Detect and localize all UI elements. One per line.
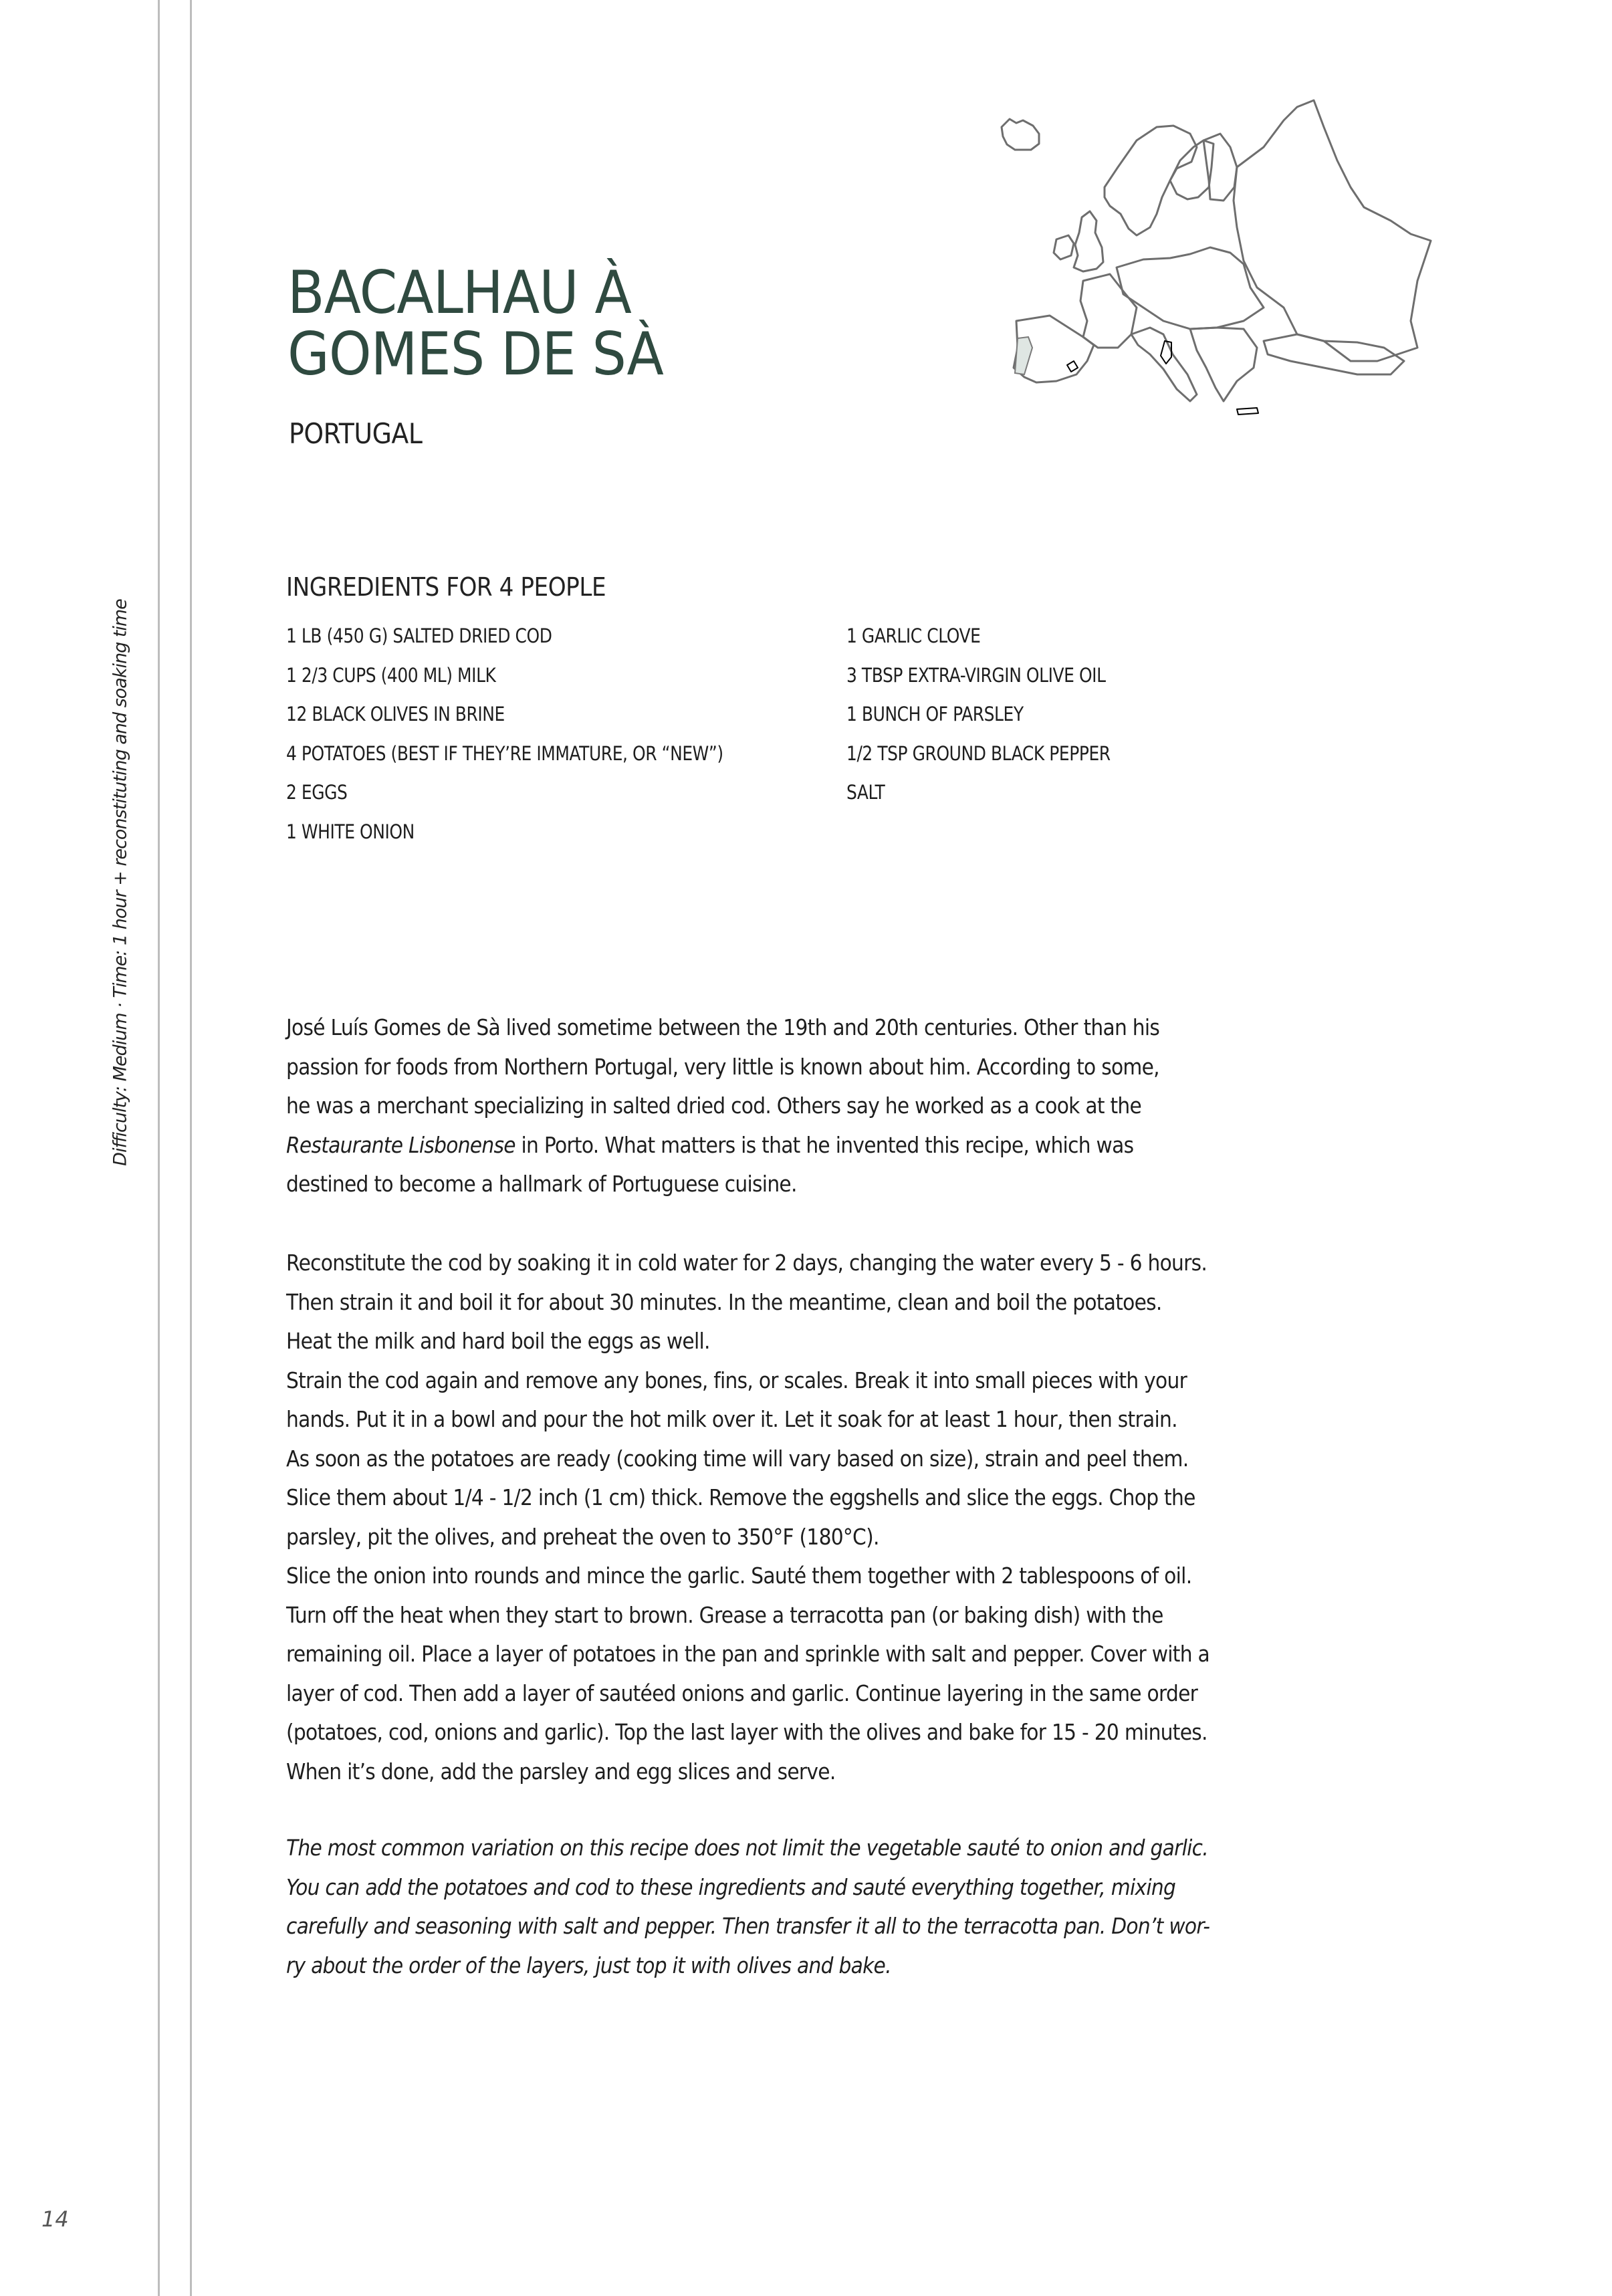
ingredient-item: SALT [846,781,885,804]
ingredient-item: 3 TBSP EXTRA-VIRGIN OLIVE OIL [846,663,1106,687]
variation-line: carefully and seasoning with salt and pepper. Then transfer it all to the terracotta pan. Don’t wor- [286,1913,1210,1939]
method-paragraph [286,1244,1409,1791]
variation-line: The most common variation on this recipe does not limit the vegetable sauté to onion and garlic. [286,1835,1209,1861]
method-line: Slice the onion into rounds and mince the garlic. Sauté them together with 2 tablespoons of oil. [286,1563,1192,1589]
restaurant-name: Restaurante Lisbonense [286,1131,515,1158]
ingredient-item: 1 LB (450 G) SALTED DRIED COD [286,624,552,647]
ingredient-item: 12 BLACK OLIVES IN BRINE [286,703,505,725]
method-line: hands. Put it in a bowl and pour the hot milk over it. Let it soak for at least 1 hour, then strain. [286,1406,1177,1432]
variation-line: You can add the potatoes and cod to these ingredients and sauté everything together, mixing [286,1873,1176,1900]
ingredient-item: 1 WHITE ONION [286,820,415,843]
recipe-title-line-1: BACALHAU À [287,258,631,327]
recipe-country: PORTUGAL [289,417,423,450]
ingredient-item: 1/2 TSP GROUND BLACK PEPPER [846,741,1111,765]
intro-line: he was a merchant specializing in salted dried cod. Others say he worked as a cook at the [286,1093,1142,1119]
method-line: When it’s done, add the parsley and egg slices and serve. [286,1758,836,1785]
ingredient-item: 2 EGGS [286,781,348,804]
method-line: As soon as the potatoes are ready (cooking time will vary based on size), strain and peel them. [286,1445,1189,1472]
variation-line: ry about the order of the layers, just top it with olives and bake. [286,1952,891,1978]
method-line: Heat the milk and hard boil the eggs as well. [286,1328,710,1354]
intro-line-rest: in Porto. What matters is that he invented this recipe, which was [521,1131,1134,1158]
intro-line: passion for foods from Northern Portugal, very little is known about him. According to some, [286,1053,1159,1080]
method-line: (potatoes, cod, onions and garlic). Top the last layer with the olives and bake for 15 - 20 minutes. [286,1719,1207,1745]
ingredients-list-right [846,616,1153,812]
gutter-line-right [190,0,192,2296]
method-line: Slice them about 1/4 - 1/2 inch (1 cm) thick. Remove the eggshells and slice the eggs. Chop the [286,1484,1195,1510]
europe-map-icon [949,80,1551,588]
intro-paragraph [286,1008,1409,1204]
ingredient-item: 1 2/3 CUPS (400 ML) MILK [286,663,496,687]
method-line: remaining oil. Place a layer of potatoes in the pan and sprinkle with salt and pepper. Cover with a [286,1641,1210,1667]
method-line: Strain the cod again and remove any bones, fins, or scales. Break it into small pieces with your [286,1367,1187,1393]
ingredients-list-left [286,616,794,851]
method-line: parsley, pit the olives, and preheat the oven to 350°F (180°C). [286,1523,879,1550]
recipe-title [287,258,663,388]
method-line: Then strain it and boil it for about 30 minutes. In the meantime, clean and boil the potatoes. [286,1288,1162,1315]
intro-line: José Luís Gomes de Sà lived sometime between the 19th and 20th centuries. Other than his [286,1014,1160,1040]
variation-paragraph [286,1829,1409,1985]
ingredients-header: INGREDIENTS FOR 4 PEOPLE [286,572,606,602]
ingredient-item: 1 BUNCH OF PARSLEY [846,703,1024,725]
method-line: layer of cod. Then add a layer of sautéed onions and garlic. Continue layering in the same order [286,1680,1198,1706]
ingredient-item: 4 POTATOES (BEST IF THEY’RE IMMATURE, OR “NEW”) [286,741,723,765]
recipe-title-line-2: GOMES DE SÀ [287,320,663,388]
intro-line [286,1126,1297,1165]
difficulty-time-label: Difficulty: Medium · Time: 1 hour + reconstituting and soaking time [110,599,131,1166]
page-number: 14 [41,2206,69,2232]
gutter-line-left [158,0,160,2296]
ingredient-item: 1 GARLIC CLOVE [846,624,981,647]
intro-line: destined to become a hallmark of Portuguese cuisine. [286,1171,797,1197]
method-line: Reconstitute the cod by soaking it in cold water for 2 days, changing the water every 5 - 6 hours. [286,1250,1207,1276]
method-line: Turn off the heat when they start to brown. Grease a terracotta pan (or baking dish) with the [286,1601,1163,1628]
